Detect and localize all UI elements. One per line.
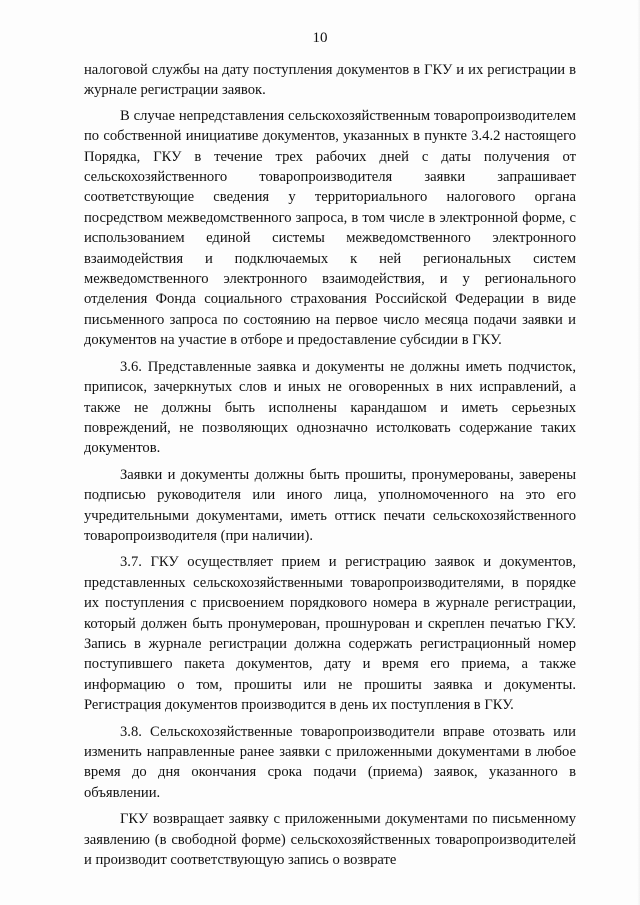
paragraph-binding-requirements: Заявки и документы должны быть прошиты, пронумерованы, заверены подписью руководителя или иного лица, уполномоченного на это его учредительными документами, иметь оттиск печати сельскохозяйственного товаропроизводителя (при наличии). [84,466,576,544]
paragraph-3-7: 3.7. ГКУ осуществляет прием и регистрацию заявок и документов, представленных сельскохозяйственными товаропроизводителями, в порядке их поступления с присвоением порядкового номера в журнале регистрации, который должен быть пронумерован, прошнурован и скреплен печатью ГКУ. Запись в журнале регистрации должна содержать регистрационный номер поступившего пакета документов, дату и время его приема, а также информацию о том, прошиты или не прошиты заявка и документы. Регистрация документов производится в день их поступления в ГКУ. [84,554,576,714]
paragraph-3-6: 3.6. Представленные заявка и документы не должны иметь подчисток, приписок, зачеркнутых слов и иных не оговоренных в них исправлений, а также не должны быть исполнены карандашом и иметь серьезных повреждений, не позволяющих однозначно истолковать содержание таких документов. [84,358,576,457]
page-number: 10 [312,30,328,46]
paragraph-3-8: 3.8. Сельскохозяйственные товаропроизводители вправе отозвать или изменить направленные ранее заявки с приложенными документами в любое время до дня окончания срока подачи (приема) заявок, указанного в объявлении. [84,723,576,801]
document-body [84,60,576,876]
paragraph-continuation: налоговой службы на дату поступления документов в ГКУ и их регистрации в журнале регистрации заявок. [84,62,576,99]
paragraph-return-application: ГКУ возвращает заявку с приложенными документами по письменному заявлению (в свободной форме) сельскохозяйственных товаропроизводителей и производит соответствующую запись о возврате [84,811,576,869]
paragraph-interagency-request: В случае непредставления сельскохозяйственным товаропроизводителем по собственной инициативе документов, указанных в пункте 3.4.2 настоящего Порядка, ГКУ в течение трех рабочих дней с даты получения от сельскохозяйственного товаропроизводителя заявки запрашивает соответствующие сведения у территориального налогового органа посредством межведомственного запроса, в том числе в электронной форме, с использованием единой системы межведомственного электронного взаимодействия и подключаемых к ней региональных систем межведомственного электронного взаимодействия, и у регионального отделения Фонда социального страхования Российской Федерации в виде письменного запроса по состоянию на первое число месяца подачи заявки и документов на участие в отборе и предоставление субсидии в ГКУ. [84,107,576,349]
